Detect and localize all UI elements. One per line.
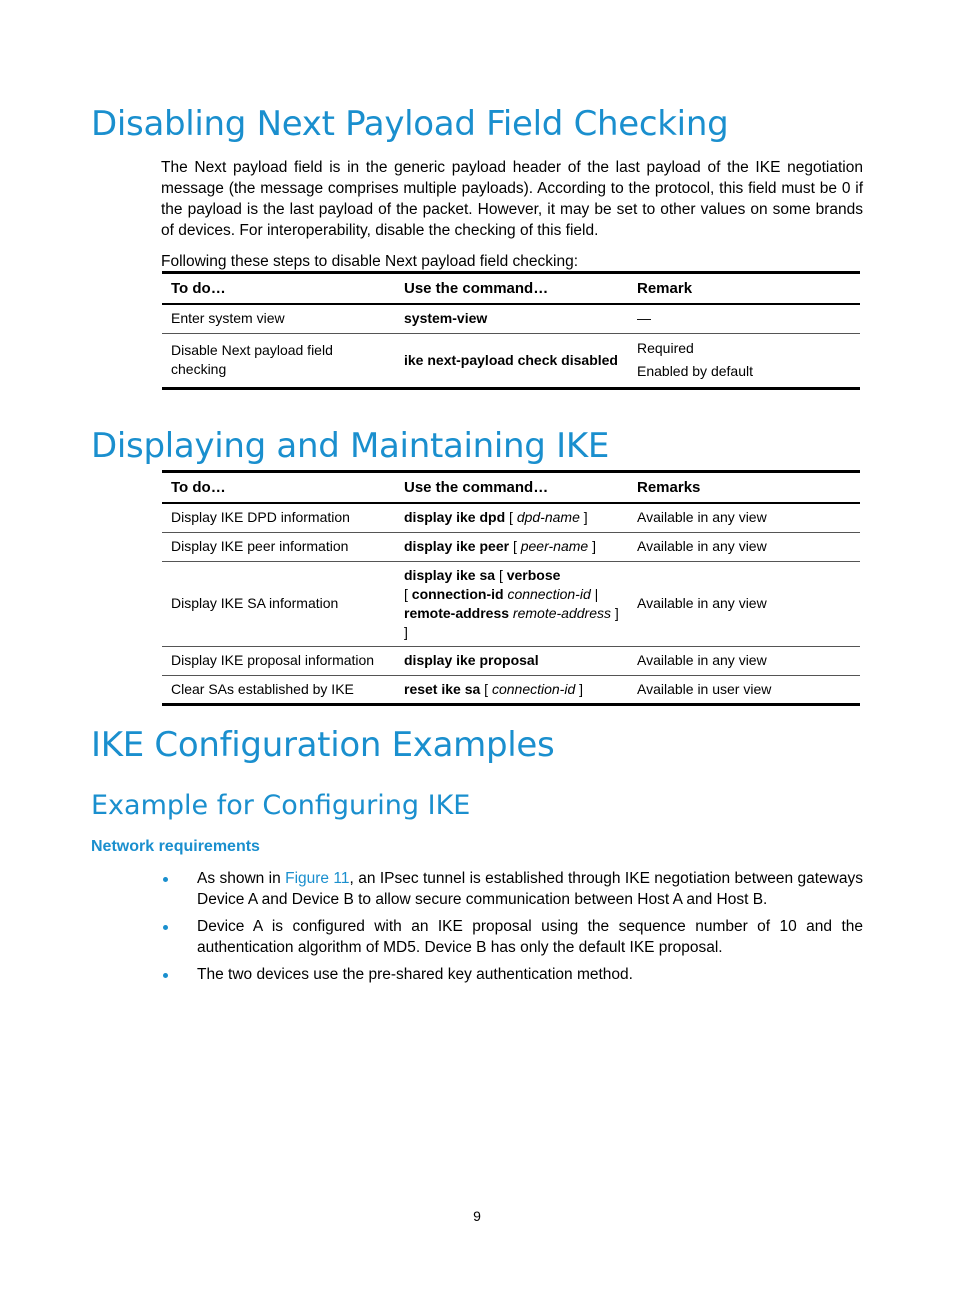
list-item-text: Device A is configured with an IKE proposal using the sequence number of 10 and the authentication algorithm of MD5. Device B has only the default IKE proposal. [197,918,863,956]
todo-cell: Display IKE SA information [162,561,395,646]
subsection-title-example-ike: Example for Configuring IKE [91,790,471,821]
command-line [404,585,622,604]
requirements-list [161,868,863,991]
section-title-next-payload: Disabling Next Payload Field Checking [91,104,729,144]
remark-cell: Available in any view [628,646,860,675]
todo-cell: Display IKE peer information [162,532,395,561]
command-cell [395,561,628,646]
section-title-config-examples: IKE Configuration Examples [91,725,555,765]
column-header-command: Use the command… [395,472,628,504]
remark-line: Required [637,340,694,356]
bracket: [ [509,538,521,554]
remark-cell [628,333,860,388]
display-commands-table [162,470,860,706]
command-line [404,566,622,585]
command-argument: connection-id [491,680,576,697]
command-keyword: verbose [506,566,561,583]
command-cell [395,532,628,561]
bracket: [ [495,566,507,583]
command-cell [395,646,628,675]
command-argument: peer-name [520,538,589,554]
todo-cell: Enter system view [171,310,285,327]
todo-cell: Clear SAs established by IKE [162,675,395,704]
bullet-icon [163,925,168,930]
table-row [162,675,860,704]
bracket: ] [579,509,588,526]
column-header-remarks: Remarks [628,472,860,504]
table-row [162,532,860,561]
command-argument: connection-id [503,585,591,602]
command-keyword: display ike proposal [404,652,539,668]
next-payload-steps-table [162,271,860,390]
list-item-text: As shown in [197,870,286,887]
command-keyword: connection-id [411,585,504,602]
remark-line: Enabled by default [637,363,753,379]
bullet-icon [163,877,168,882]
bracket: [ [404,585,412,602]
table-row [162,304,860,333]
bracket: ] [575,680,584,697]
command-argument: dpd-name [516,509,580,526]
column-header-todo: To do… [162,273,395,305]
command-keyword: reset ike sa [404,680,481,697]
bracket: ] ] [404,604,619,640]
column-header-todo: To do… [162,472,395,504]
command-keyword: display ike peer [404,538,510,554]
list-item-text: The two devices use the pre-shared key authentication method. [197,966,633,983]
remark-cell: Available in any view [628,561,860,646]
steps-lead-text: Following these steps to disable Next payload field checking: [161,253,579,270]
table-header-row [162,273,860,305]
remark-cell: Available in any view [637,509,767,526]
table-row [162,561,860,646]
list-item [161,916,863,958]
command-keyword: display ike sa [404,566,496,583]
table-row [162,333,860,388]
command-cell [395,675,628,704]
todo-cell: Display IKE proposal information [162,646,395,675]
separator: | [590,585,599,602]
command-keyword: system-view [404,310,488,327]
bracket: [ [505,509,517,526]
bracket: ] [588,538,596,554]
list-item [161,964,863,985]
remark-cell: Available in user view [628,675,860,704]
table-row [162,646,860,675]
bracket: [ [480,680,492,697]
list-item-text: , an IPsec tunnel is established through IKE negotiation between gateways Device A and Device B to allow secure communication between Host A and Host B. [197,870,863,908]
command-cell [395,503,628,532]
todo-cell: Disable Next payload field checking [162,333,395,388]
page-number: 9 [473,1208,481,1224]
table-row [162,503,860,532]
section-title-display-maintain: Displaying and Maintaining IKE [91,426,610,466]
next-payload-description: The Next payload field is in the generic payload header of the last payload of the IKE negotiation message (the message comprises multiple payloads). According to the protocol, this field must be 0 if the payload is the last payload of the packet. However, it may be set to other values on some brands of devices. For interoperability, disable the checking of this field. [161,159,863,239]
command-keyword: remote-address [404,604,510,621]
command-keyword: ike next-payload check disabled [404,351,618,368]
table-header-row [162,472,860,504]
command-keyword: display ike dpd [404,509,506,526]
command-cell [395,333,628,388]
command-cell [395,304,628,333]
figure-11-link[interactable]: Figure 11 [285,870,350,887]
column-header-command: Use the command… [395,273,628,305]
heading-network-requirements: Network requirements [91,838,260,855]
todo-cell: Display IKE DPD information [171,509,350,526]
remark-cell: Available in any view [628,532,860,561]
list-item [161,868,863,910]
command-argument: remote-address [509,604,611,621]
remark-cell: — [637,310,651,327]
command-line [404,604,622,642]
bullet-icon [163,973,168,978]
column-header-remark: Remark [628,273,860,305]
